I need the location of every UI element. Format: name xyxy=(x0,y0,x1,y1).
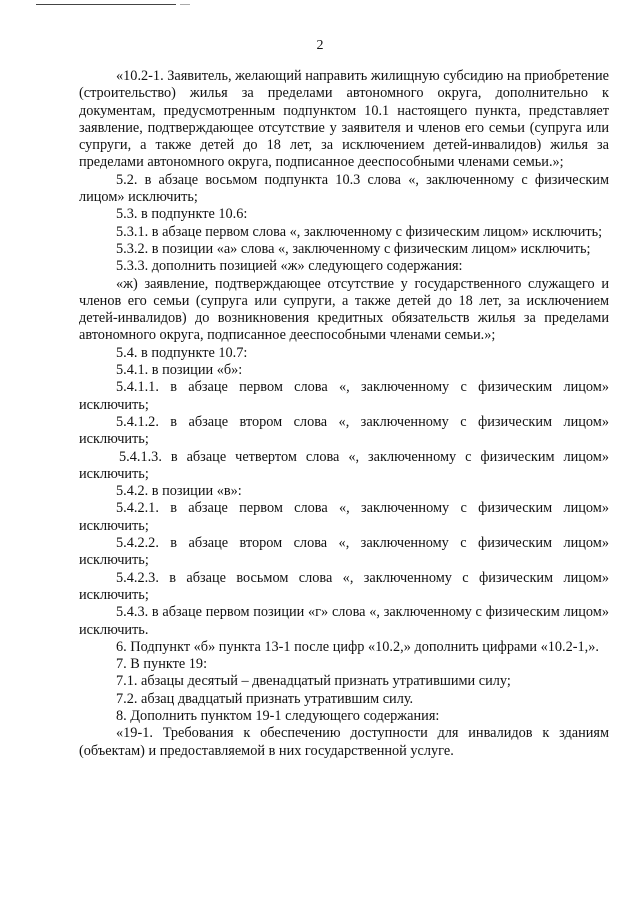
paragraph-5-4-2-1: 5.4.2.1. в абзаце первом слова «, заключенному с физическим лицом» исключить; xyxy=(79,500,609,534)
header-rule xyxy=(36,4,176,5)
paragraph-5-4-2-2: 5.4.2.2. в абзаце втором слова «, заключенному с физическим лицом» исключить; xyxy=(79,535,609,569)
paragraph-7-2: 7.2. абзац двадцатый признать утратившим силу. xyxy=(116,690,414,707)
paragraph-5-4-1-1: 5.4.1.1. в абзаце первом слова «, заключенному с физическим лицом» исключить; xyxy=(79,379,609,413)
paragraph-5-2: 5.2. в абзаце восьмом подпункта 10.3 слова «, заключенному с физическим лицом» исключить; xyxy=(79,171,609,206)
document-body xyxy=(79,68,609,760)
paragraph-5-3-1: 5.3.1. в абзаце первом слова «, заключенному с физическим лицом» исключить; xyxy=(116,223,603,240)
paragraph-19-1: «19-1. Требования к обеспечению доступности для инвалидов к зданиям (объектам) и предоставляемой в них государственной услуге. xyxy=(79,725,609,759)
paragraph-5-4-1-2: 5.4.1.2. в абзаце втором слова «, заключенному с физическим лицом» исключить; xyxy=(79,413,609,448)
paragraph-5-3: 5.3. в подпункте 10.6: xyxy=(116,206,248,223)
page-number: 2 xyxy=(316,38,324,53)
paragraph-zh: «ж) заявление, подтверждающее отсутствие у государственного служащего и членов его семьи (супруга или супруги, а также детей до 18 лет, за исключением детей-инвалидов) до возникновения кредитных обязательств жилья за пределами автономного округа, подписанное дееспособными членами семьи.»; xyxy=(79,275,609,344)
paragraph-7-1: 7.1. абзацы десятый – двенадцатый признать утратившими силу; xyxy=(116,673,511,690)
header-rule-fragment xyxy=(180,4,190,5)
paragraph-5-4: 5.4. в подпункте 10.7: xyxy=(116,344,248,361)
paragraph-7: 7. В пункте 19: xyxy=(116,656,208,673)
paragraph-5-4-1: 5.4.1. в позиции «б»: xyxy=(116,362,243,379)
paragraph-8: 8. Дополнить пунктом 19-1 следующего содержания: xyxy=(116,707,440,724)
paragraph-5-3-3: 5.3.3. дополнить позицией «ж» следующего содержания: xyxy=(116,258,463,275)
paragraph-5-4-3: 5.4.3. в абзаце первом позиции «г» слова «, заключенному с физическим лицом» исключить. xyxy=(79,604,609,638)
paragraph-5-4-2: 5.4.2. в позиции «в»: xyxy=(116,483,242,500)
paragraph-10-2-1: «10.2-1. Заявитель, желающий направить жилищную субсидию на приобретение (строительство) жилья за пределами автономного округа, дополнительно к документам, предусмотренным подпунктом 10.1 настоящего пункта, представляет заявление, подтверждающее отсутствие у заявителя и членов его семьи (супруга или супруги, а также детей до 18 лет, за исключением детей-инвалидов) жилья за пределами автономного округа, подписанное дееспособными членами семьи.»; xyxy=(79,68,610,171)
paragraph-6: 6. Подпункт «б» пункта 13-1 после цифр «10.2,» дополнить цифрами «10.2-1,». xyxy=(116,638,599,655)
paragraph-5-4-1-3: 5.4.1.3. в абзаце четвертом слова «, заключенному с физическим лицом» исключить; xyxy=(79,448,609,482)
paragraph-5-4-2-3: 5.4.2.3. в абзаце восьмом слова «, заключенному с физическим лицом» исключить; xyxy=(79,569,609,603)
paragraph-5-3-2: 5.3.2. в позиции «а» слова «, заключенному с физическим лицом» исключить; xyxy=(116,240,591,257)
